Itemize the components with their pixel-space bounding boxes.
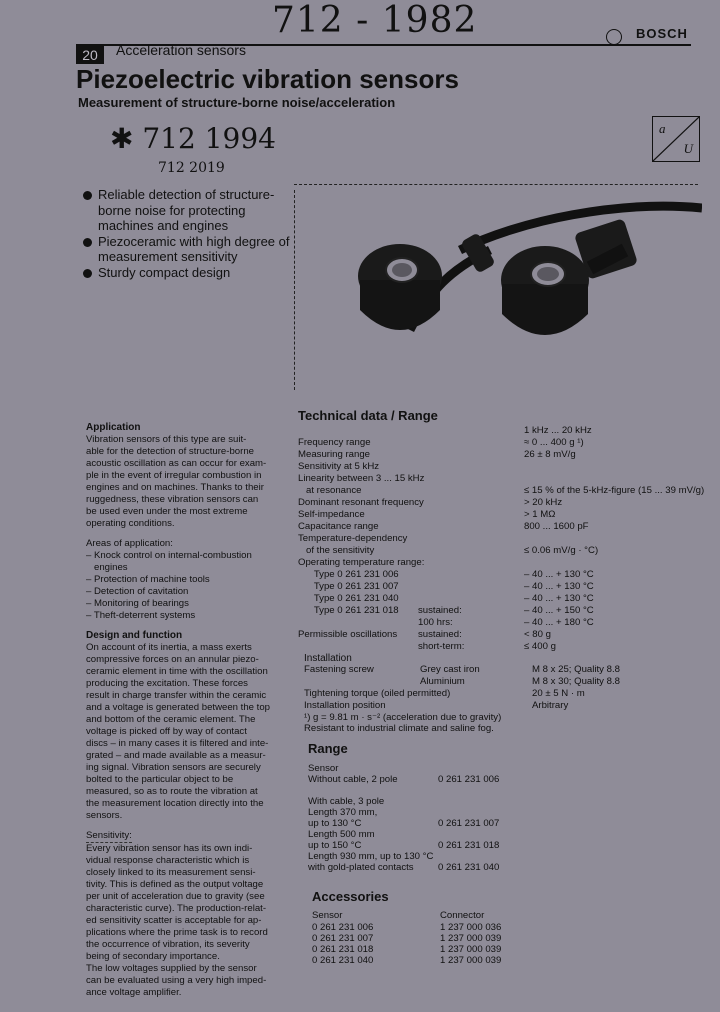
- text-line: result in charge transfer within the ceramic: [86, 690, 267, 701]
- area-item: engines: [86, 562, 128, 573]
- tech-label: Linearity between 3 ... 15 kHz: [298, 473, 425, 484]
- install-label: Fastening screw: [304, 664, 374, 675]
- tech-row: [298, 425, 710, 437]
- tech-row: [298, 545, 710, 557]
- text-line: tivity. This is defined as the output voltage: [86, 879, 264, 890]
- text-line: ance voltage amplifier.: [86, 987, 182, 998]
- area-item: – Theft-deterrent systems: [86, 610, 196, 621]
- tech-value: – 40 ... + 130 °C: [524, 593, 594, 604]
- product-photo: [290, 180, 702, 394]
- text-line: being of secondary importance.: [86, 951, 220, 962]
- tech-value: 800 ... 1600 pF: [524, 521, 589, 532]
- tech-row: [298, 509, 710, 521]
- range-label: Sensor: [308, 763, 339, 774]
- col-connector-header: Connector: [440, 910, 485, 921]
- tech-row: [298, 605, 710, 617]
- install-material: Aluminium: [420, 676, 465, 687]
- installation-heading: Installation: [304, 653, 352, 664]
- text-line: ruggedness, these vibration sensors can: [86, 494, 259, 505]
- range-label: With cable, 3 pole: [308, 796, 385, 807]
- accessory-sensor: 0 261 231 006: [312, 922, 374, 933]
- tech-value: > 1 MΩ: [524, 509, 556, 520]
- text-line: grated – and made available as a measur-: [86, 750, 266, 761]
- accessory-connector: 1 237 000 039: [440, 955, 502, 966]
- text-line: able for the detection of structure-borne: [86, 446, 254, 457]
- accessory-sensor: 0 261 231 040: [312, 955, 374, 966]
- accessories-heading: Accessories: [312, 889, 389, 904]
- text-line: be used even under the most extreme: [86, 506, 248, 517]
- tech-value: 26 ± 8 mV/g: [524, 449, 576, 460]
- tech-label: of the sensitivity: [298, 545, 375, 556]
- tech-label: Self-impedance: [298, 509, 365, 520]
- tech-row: [298, 569, 710, 581]
- text-line: per unit of acceleration due to gravity (see: [86, 891, 265, 902]
- tech-label: Capacitance range: [298, 521, 379, 532]
- tech-condition: short-term:: [418, 641, 465, 652]
- text-line: Every vibration sensor has its own indi-: [86, 843, 253, 854]
- sensitivity-heading: Sensitivity:: [86, 830, 132, 841]
- range-part-number: 0 261 231 018: [438, 840, 500, 851]
- tech-label: Type 0 261 231 006: [298, 569, 399, 580]
- design-heading: Design and function: [86, 630, 183, 641]
- bosch-logo-icon: [606, 29, 622, 45]
- handwritten-note-small: 712 2019: [158, 160, 225, 176]
- text-line: producing the excitation. These forces: [86, 678, 248, 689]
- text-line: characteristic curve). The production-relat-: [86, 903, 267, 914]
- install-value: 20 ± 5 N · m: [532, 688, 585, 699]
- accessory-sensor: 0 261 231 018: [312, 944, 374, 955]
- install-value: M 8 x 25; Quality 8.8: [532, 664, 620, 675]
- install-value: Arbitrary: [532, 700, 569, 711]
- range-label: Without cable, 2 pole: [308, 774, 398, 785]
- text-line: engines and on machines. Thanks to their: [86, 482, 264, 493]
- tech-value: < 80 g: [524, 629, 551, 640]
- range-part-number: 0 261 231 006: [438, 774, 500, 785]
- application-heading: Application: [86, 422, 141, 433]
- tech-row: [298, 641, 710, 653]
- installation-row: [304, 676, 710, 688]
- resistance-note: Resistant to industrial climate and saline fog.: [304, 723, 494, 734]
- text-line: sensors.: [86, 810, 123, 821]
- install-label: Tightening torque (oiled permitted): [304, 688, 451, 699]
- sensor-illustration: [290, 180, 702, 394]
- text-line: vidual response characteristic which is: [86, 855, 250, 866]
- feature-item: Reliable detection of structure-borne noise for protecting machines and engines: [82, 187, 292, 234]
- tech-value: ≤ 400 g: [524, 641, 556, 652]
- text-line: measured, so as to route the vibration at: [86, 786, 258, 797]
- text-line: ple in the event of irregular combustion in: [86, 470, 262, 481]
- text-line: and bottom of the ceramic element. The: [86, 714, 256, 725]
- tech-label: Type 0 261 231 007: [298, 581, 399, 592]
- tech-label: Type 0 261 231 018: [298, 605, 399, 616]
- installation-row: [304, 664, 710, 676]
- accessory-connector: 1 237 000 036: [440, 922, 502, 933]
- accessory-connector: 1 237 000 039: [440, 944, 502, 955]
- page-title: Piezoelectric vibration sensors: [76, 64, 459, 94]
- tech-row: [298, 617, 710, 629]
- tech-row: [298, 497, 710, 509]
- accessories-header-row: [312, 910, 512, 922]
- area-item: – Detection of cavitation: [86, 586, 189, 597]
- tech-value: – 40 ... + 180 °C: [524, 617, 594, 628]
- tech-condition: sustained:: [418, 605, 462, 616]
- text-line: plications where the prime task is to record: [86, 927, 268, 938]
- text-line: can be evaluated using a very high imped-: [86, 975, 267, 986]
- tech-label: at resonance: [298, 485, 362, 496]
- tech-value: ≈ 0 ... 400 g ¹): [524, 437, 584, 448]
- range-label: Length 930 mm, up to 130 °C: [308, 851, 434, 862]
- range-label: up to 150 °C: [308, 840, 362, 851]
- area-item: – Protection of machine tools: [86, 574, 210, 585]
- tech-label: Operating temperature range:: [298, 557, 425, 568]
- text-line: The low voltages supplied by the sensor: [86, 963, 257, 974]
- tech-row: [298, 437, 710, 449]
- tech-label: Measuring range: [298, 449, 370, 460]
- accessory-row: [312, 955, 522, 967]
- tech-label: Frequency range: [298, 437, 371, 448]
- section-title: Acceleration sensors: [116, 42, 246, 58]
- page-number: 20: [76, 46, 104, 64]
- tech-row: [298, 461, 710, 473]
- install-value: M 8 x 30; Quality 8.8: [532, 676, 620, 687]
- text-line: and a voltage is generated between the top: [86, 702, 271, 713]
- footnote: ¹) g = 9.81 m · s⁻² (acceleration due to gravity): [304, 712, 502, 723]
- text-line: discs – in many cases it is filtered and inte-: [86, 738, 269, 749]
- symbol-output-label: U: [683, 141, 693, 156]
- feature-item: Sturdy compact design: [82, 265, 292, 281]
- range-part-number: 0 261 231 007: [438, 818, 500, 829]
- brand-name: BOSCH: [636, 26, 688, 41]
- text-line: ing signal. Vibration sensors are securely: [86, 762, 261, 773]
- feature-list: [82, 187, 292, 281]
- text-line: the measurement location directly into the: [86, 798, 264, 809]
- feature-item: Piezoceramic with high degree of measurement sensitivity: [82, 234, 292, 265]
- tech-value: ≤ 15 % of the 5-kHz-figure (15 ... 39 mV/g): [524, 485, 705, 496]
- text-line: closely linked to its measurement sensi-: [86, 867, 256, 878]
- transducer-symbol-icon: [652, 116, 700, 162]
- text-line: operating conditions.: [86, 518, 175, 529]
- tech-value: – 40 ... + 130 °C: [524, 569, 594, 580]
- tech-value: > 20 kHz: [524, 497, 563, 508]
- page-subtitle: Measurement of structure-borne noise/acceleration: [78, 95, 396, 110]
- range-label: up to 130 °C: [308, 818, 362, 829]
- tech-label: Dominant resonant frequency: [298, 497, 424, 508]
- tech-value: 1 kHz ... 20 kHz: [524, 425, 592, 436]
- installation-row: [304, 688, 710, 700]
- col-sensor-header: Sensor: [312, 910, 343, 921]
- accessory-connector: 1 237 000 039: [440, 933, 502, 944]
- tech-value: ≤ 0.06 mV/g · °C): [524, 545, 599, 556]
- tech-row: [298, 485, 710, 497]
- tech-label: Permissible oscillations: [298, 629, 398, 640]
- text-line: ed sensitivity scatter is acceptable for ap-: [86, 915, 262, 926]
- tech-condition: sustained:: [418, 629, 462, 640]
- range-label: with gold-plated contacts: [308, 862, 414, 873]
- area-item: – Monitoring of bearings: [86, 598, 189, 609]
- text-line: compressive forces on an annular piezo-: [86, 654, 259, 665]
- text-line: voltage is picked off by way of contact: [86, 726, 247, 737]
- areas-title: Areas of application:: [86, 538, 173, 549]
- text-line: On account of its inertia, a mass exerts: [86, 642, 252, 653]
- handwritten-note: ✱ 712 1994: [110, 122, 276, 155]
- tech-row: [298, 449, 710, 461]
- text-line: Vibration sensors of this type are suit-: [86, 434, 247, 445]
- accessory-sensor: 0 261 231 007: [312, 933, 374, 944]
- tech-row: [298, 557, 710, 569]
- text-line: bolted to the particular object to be: [86, 774, 234, 785]
- symbol-input-label: a: [659, 121, 666, 136]
- install-material: Grey cast iron: [420, 664, 480, 675]
- installation-row: [304, 700, 710, 712]
- text-line: acoustic oscillation as can occur for exam-: [86, 458, 267, 469]
- tech-condition: 100 hrs:: [418, 617, 453, 628]
- tech-row: [298, 521, 710, 533]
- tech-value: – 40 ... + 130 °C: [524, 581, 594, 592]
- tech-value: – 40 ... + 150 °C: [524, 605, 594, 616]
- tech-label: Sensitivity at 5 kHz: [298, 461, 380, 472]
- description-column: [86, 422, 286, 999]
- tech-label: Type 0 261 231 040: [298, 593, 399, 604]
- range-row: [308, 862, 608, 874]
- text-line: the occurrence of vibration, its severity: [86, 939, 250, 950]
- tech-label: Temperature-dependency: [298, 533, 408, 544]
- range-label: Length 370 mm,: [308, 807, 378, 818]
- tech-row: [298, 593, 710, 605]
- range-part-number: 0 261 231 040: [438, 862, 500, 873]
- install-label: Installation position: [304, 700, 386, 711]
- range-label: Length 500 mm: [308, 829, 375, 840]
- tech-row: [298, 473, 710, 485]
- range-heading: Range: [308, 741, 348, 756]
- tech-row: [298, 533, 710, 545]
- text-line: ceramic element in time with the oscillation: [86, 666, 268, 677]
- tech-data-heading: Technical data / Range: [298, 408, 438, 423]
- tech-row: [298, 581, 710, 593]
- area-item: – Knock control on internal-combustion: [86, 550, 252, 561]
- tech-row: [298, 629, 710, 641]
- handwritten-part-number: 712 - 1982: [272, 0, 478, 41]
